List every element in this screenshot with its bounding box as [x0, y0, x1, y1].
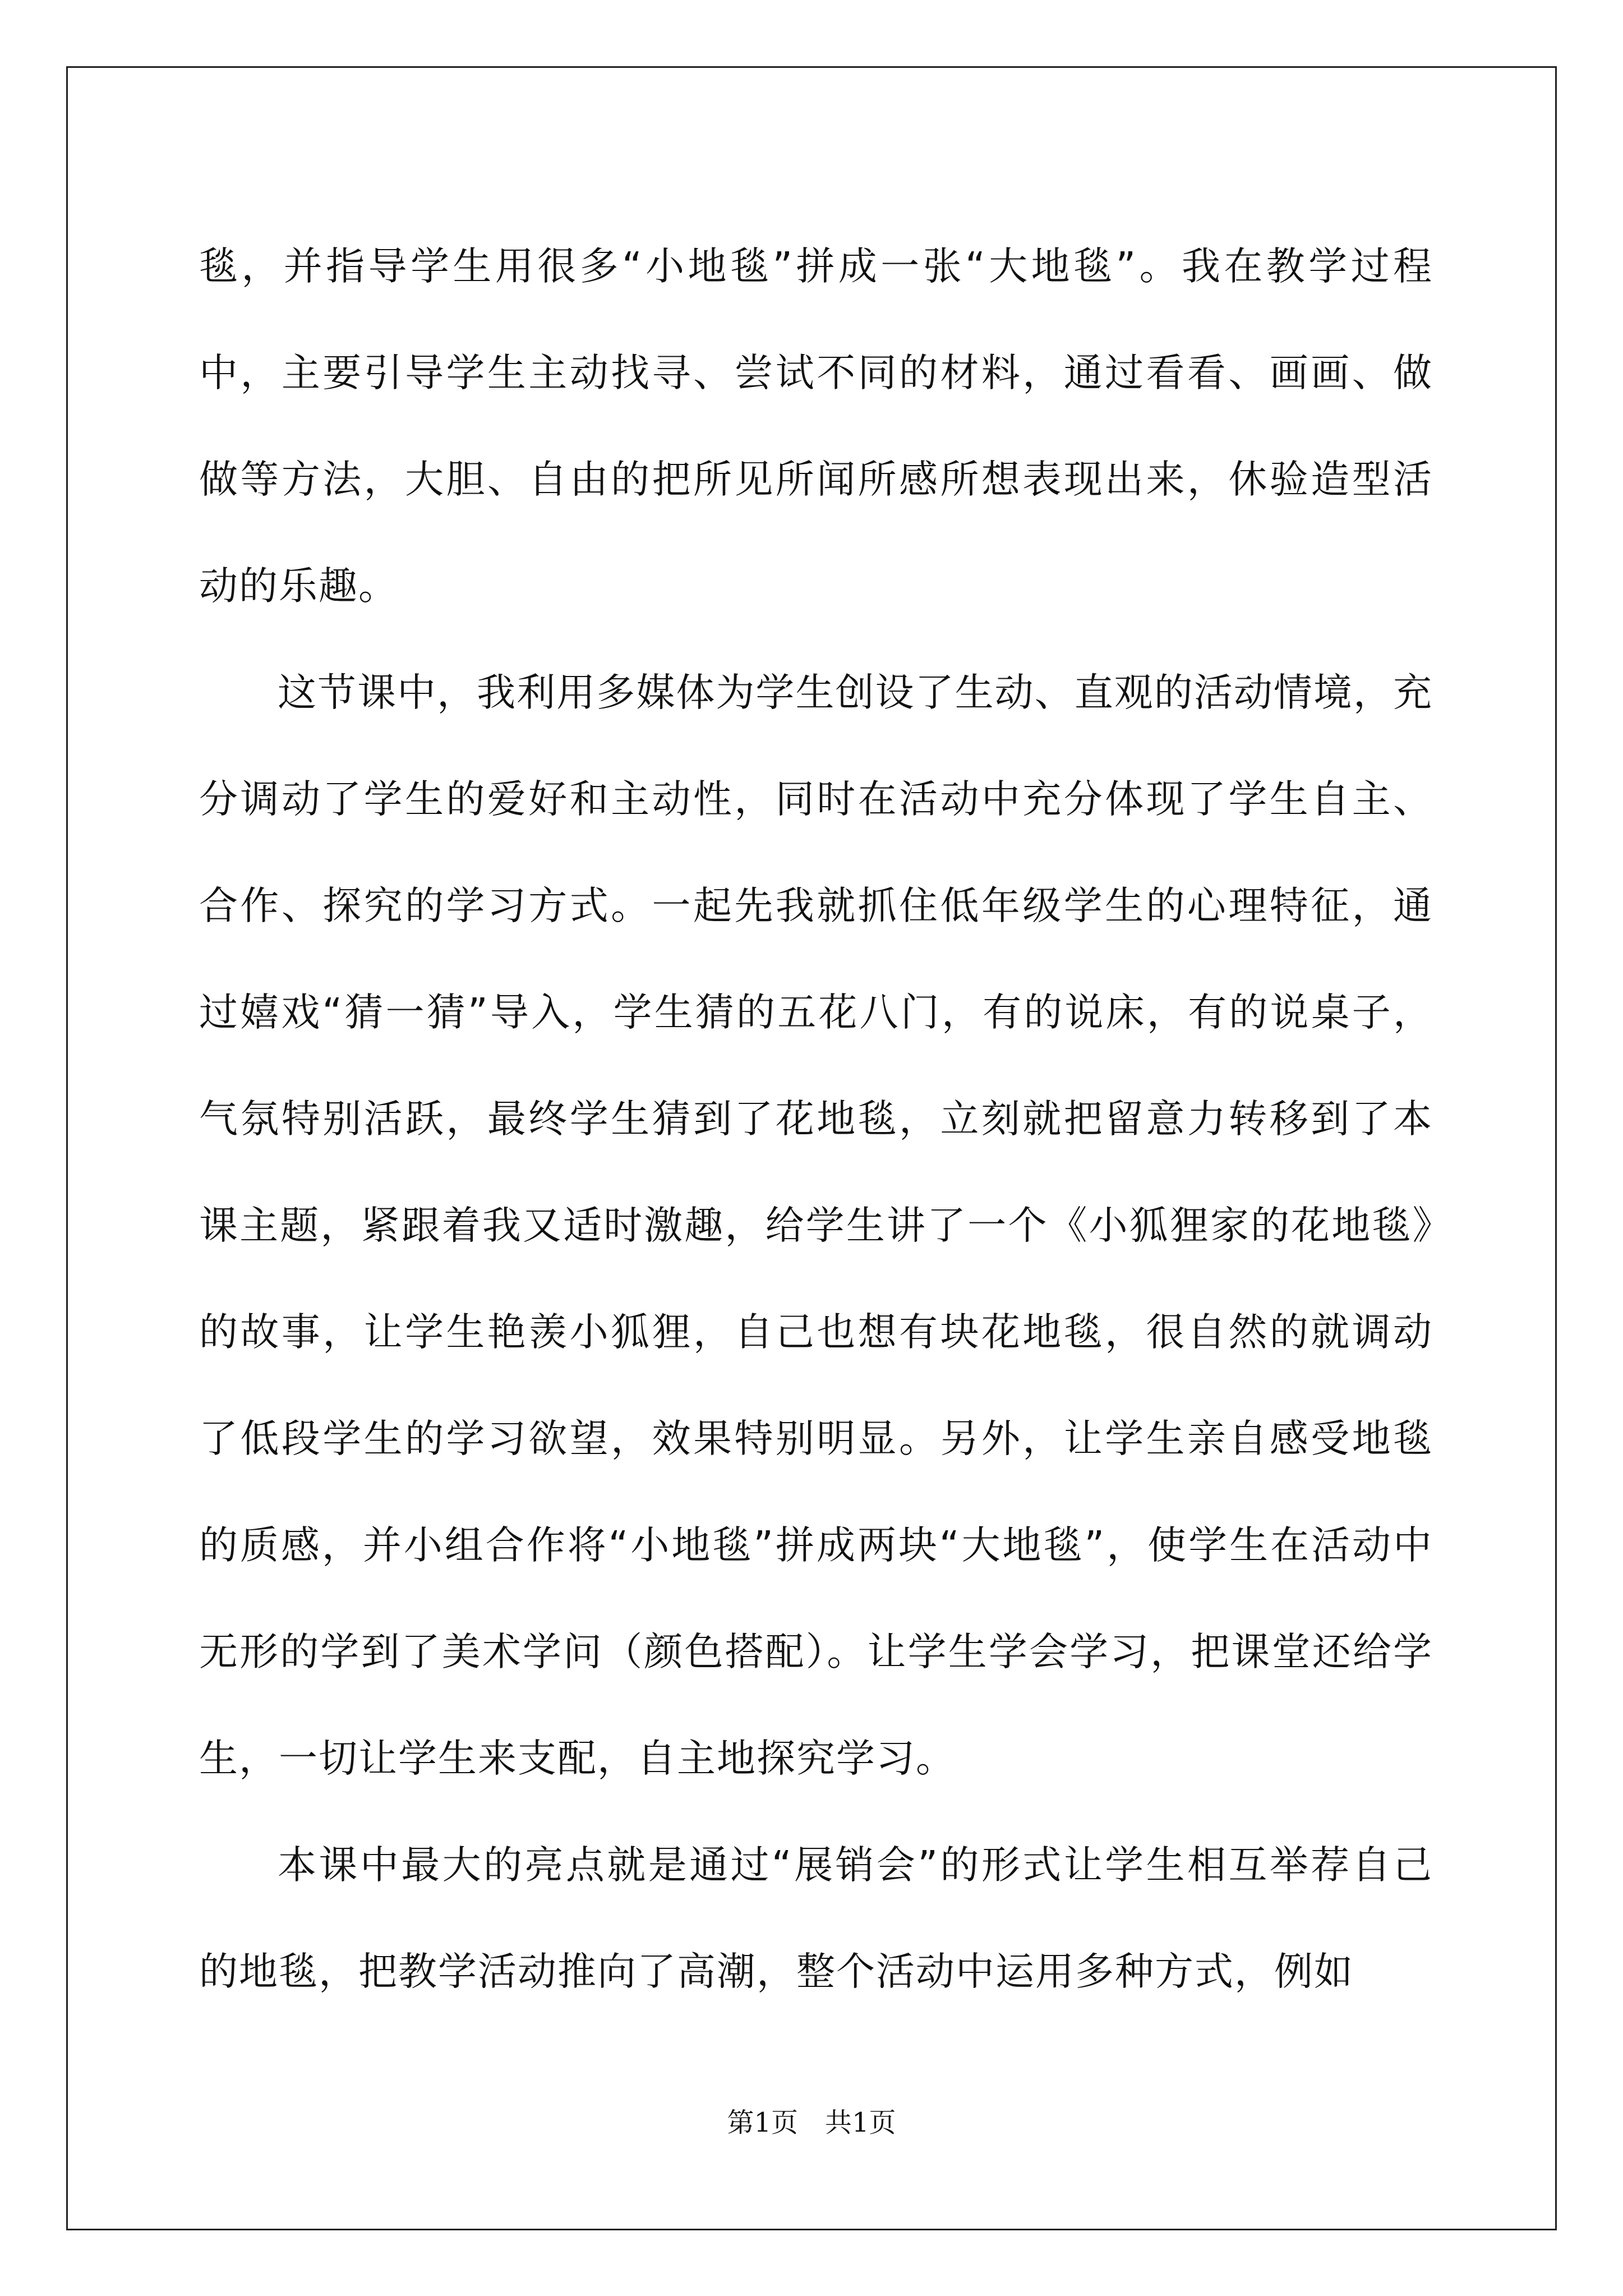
paragraph-3: 本课中最大的亮点就是通过“展销会”的形式让学生相互举荐自己的地毯，把教学活动推向了高潮，整个活动中运用多种方式，例如: [199, 1843, 1433, 1994]
paragraph-1: 毯，并指导学生用很多“小地毯”拼成一张“大地毯”。我在教学过程中，主要引导学生主动找寻、尝试不同的材料，通过看看、画画、做做等方法，大胆、自由的把所见所闻所感所想表现出来，休验造型活动的乐趣。: [199, 244, 1433, 609]
paragraph-2: 这节课中，我利用多媒体为学生创设了生动、直观的活动情境，充分调动了学生的爱好和主动性，同时在活动中充分体现了学生自主、合作、探究的学习方式。一起先我就抓住低年级学生的心理特征，通过嬉戏“猜一猜”导入，学生猜的五花八门，有的说床，有的说桌子，气氛特别活跃，最终学生猜到了花地毯，立刻就把留意力转移到了本课主题，紧跟着我又适时激趣，给学生讲了一个《小狐狸家的花地毯》的故事，让学生艳羡小狐狸，自己也想有块花地毯，很自然的就调动了低段学生的学习欲望，效果特别明显。另外，让学生亲自感受地毯的质感，并小组合作将“小地毯”拼成两块“大地毯”，使学生在活动中无形的学到了美术学问（颜色搭配）。让学生学会学习，把课堂还给学生，一切让学生来支配，自主地探究学习。: [199, 670, 1433, 1781]
document-body: [199, 213, 1433, 2025]
page-footer: 第1页 共1页: [727, 2107, 896, 2138]
